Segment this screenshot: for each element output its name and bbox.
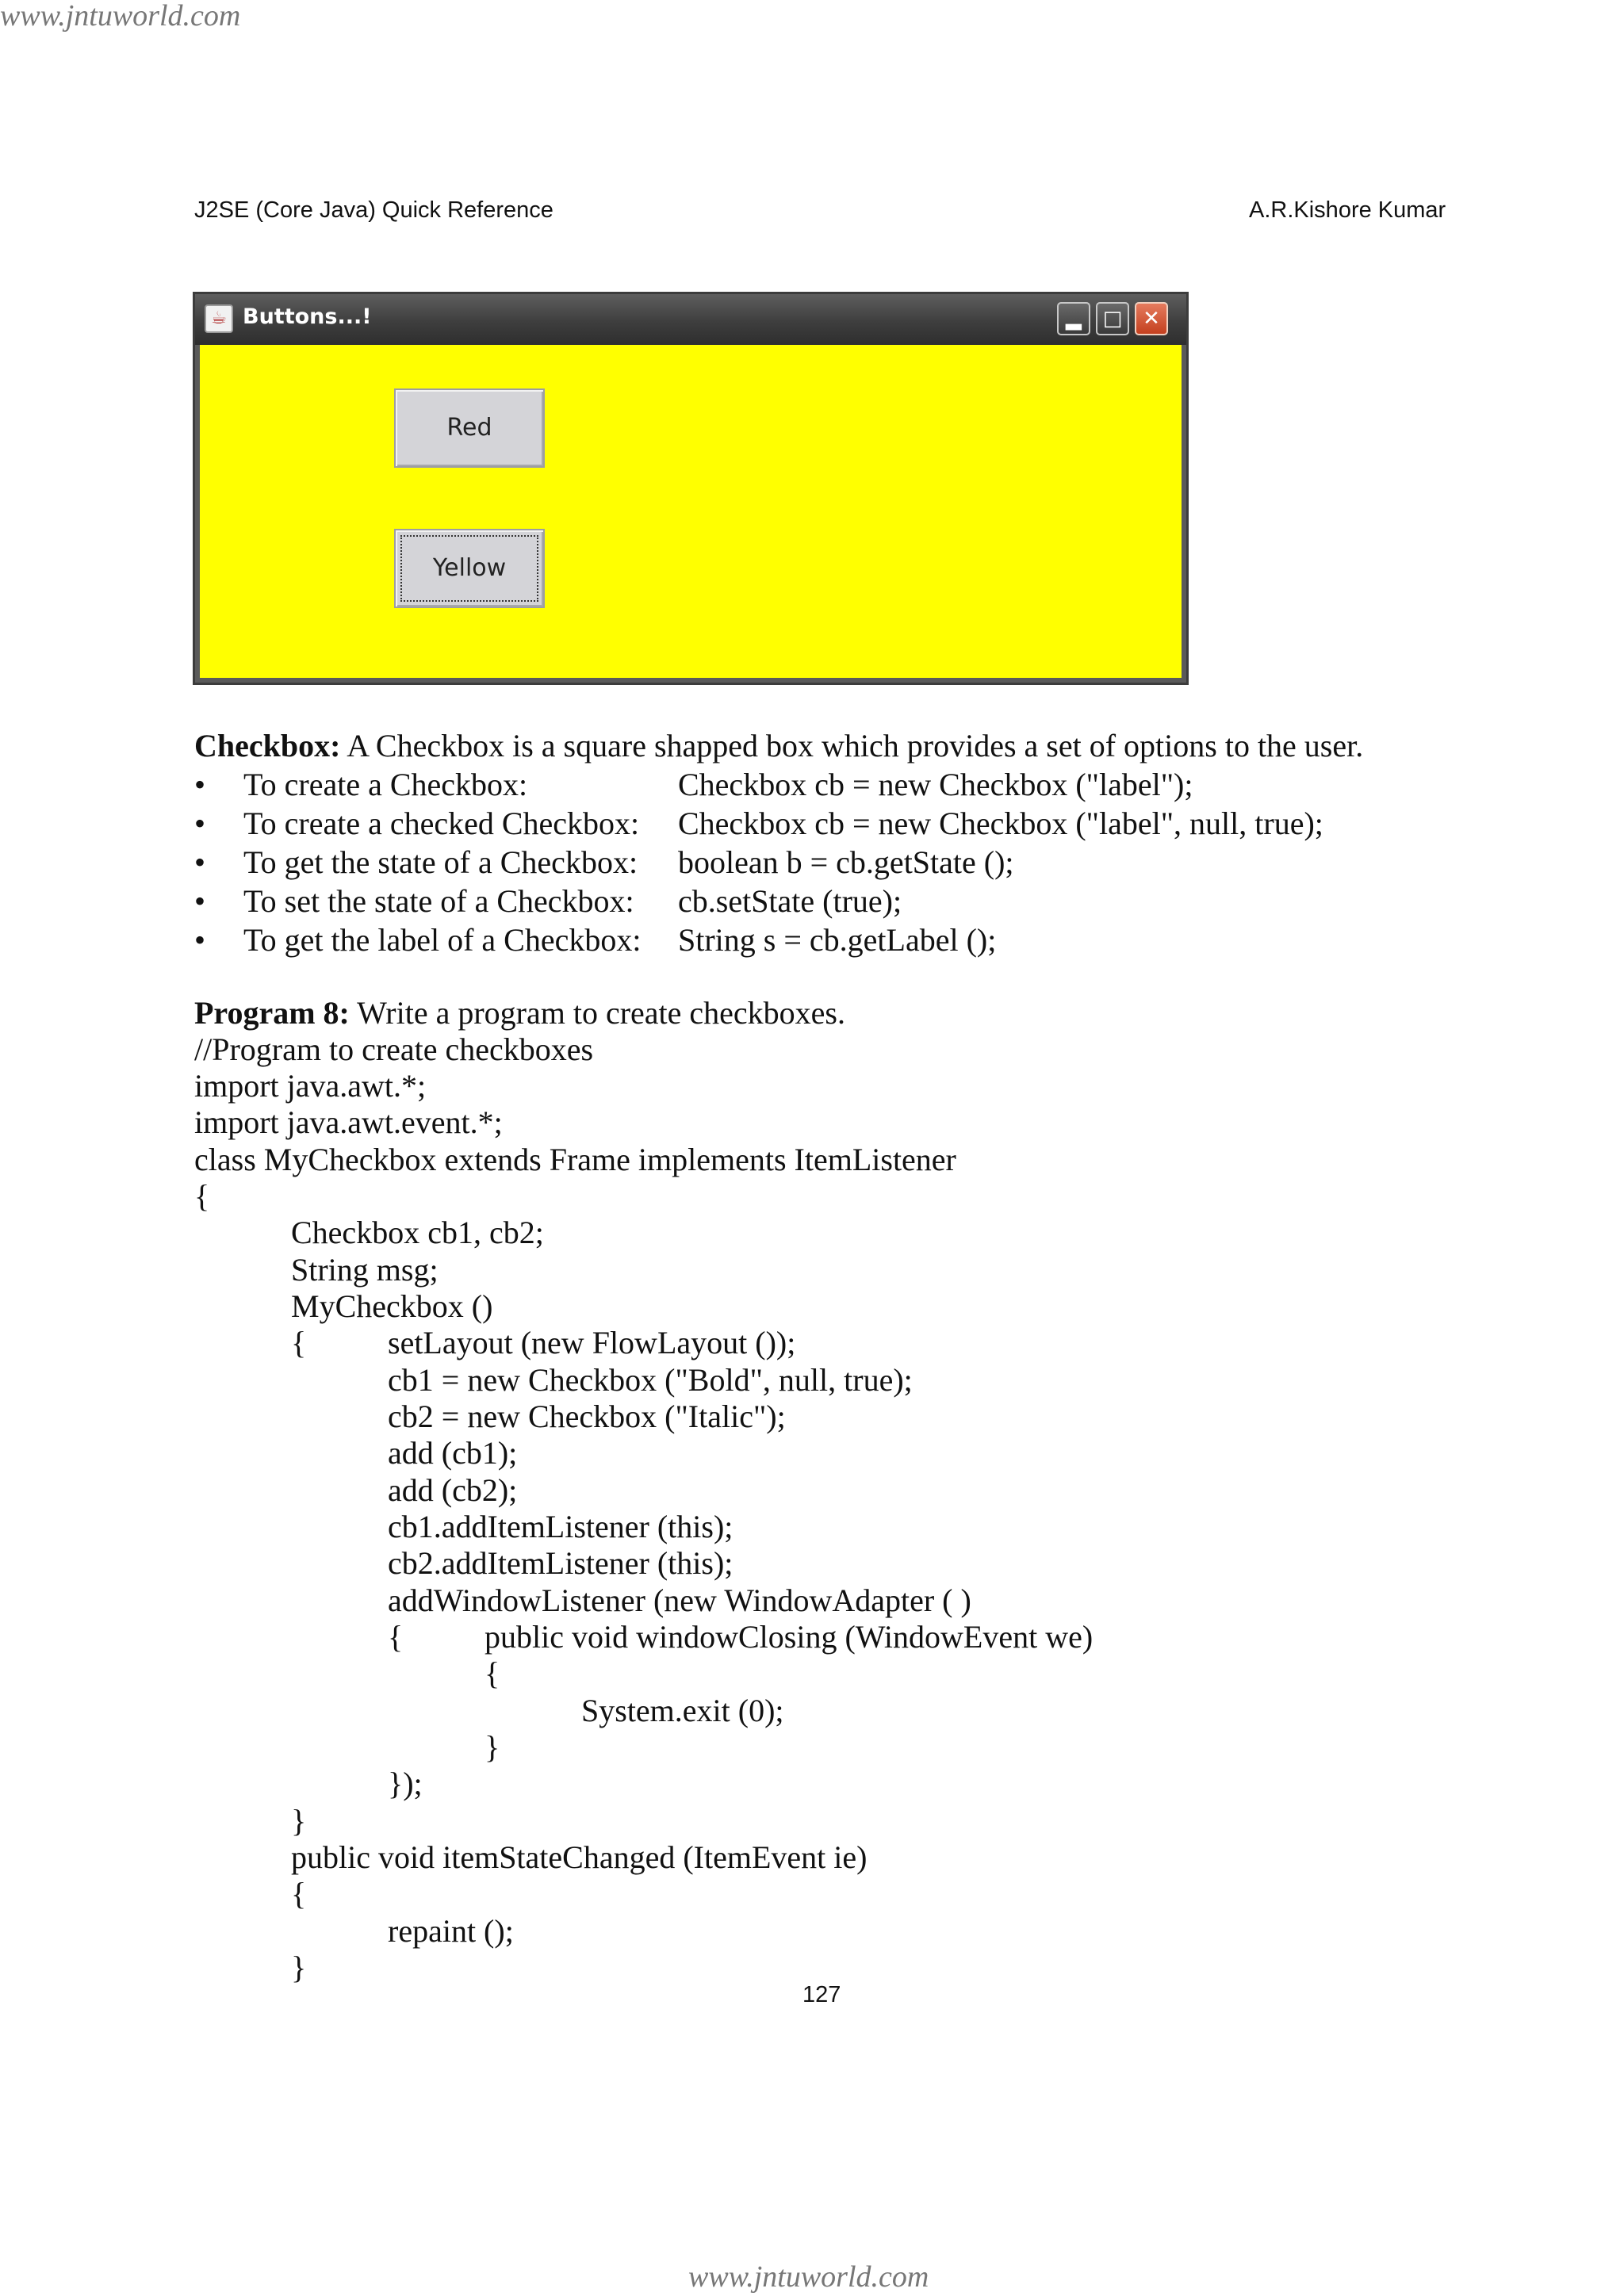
- code-line: String msg;: [291, 1252, 439, 1288]
- close-icon: ✕: [1143, 307, 1160, 331]
- code-line: add (cb1);: [388, 1435, 518, 1471]
- list-item: [194, 767, 205, 803]
- maximize-button[interactable]: [1096, 302, 1129, 335]
- close-button[interactable]: [1135, 302, 1168, 335]
- code-line: }: [291, 1803, 307, 1839]
- code-line: addWindowListener (new WindowAdapter ( ): [388, 1582, 971, 1618]
- code-line: cb2 = new Checkbox ("Italic");: [388, 1399, 786, 1434]
- code-line: {: [291, 1876, 307, 1911]
- item-code: boolean b = cb.getState ();: [678, 844, 1014, 880]
- code-line: }: [485, 1729, 500, 1765]
- program-title: Write a program to create checkboxes.: [349, 995, 845, 1031]
- code-line: import java.awt.*;: [194, 1068, 427, 1104]
- code-line: System.exit (0);: [581, 1693, 784, 1728]
- code-line: class MyCheckbox extends Frame implements ItemListener: [194, 1142, 956, 1177]
- code-line: {: [194, 1178, 210, 1214]
- watermark-top: www.jntuworld.com: [0, 0, 241, 33]
- bullet-icon: •: [194, 844, 206, 880]
- code-line: import java.awt.event.*;: [194, 1104, 503, 1140]
- bullet-icon: •: [194, 806, 206, 841]
- code-line: setLayout (new FlowLayout ());: [388, 1325, 796, 1360]
- list-item: [194, 844, 205, 881]
- program-heading: Program 8:: [194, 995, 350, 1031]
- checkbox-heading: Checkbox:: [194, 728, 341, 763]
- item-code: Checkbox cb = new Checkbox ("label", null, true);: [678, 806, 1323, 841]
- java-icon: ☕: [205, 304, 233, 333]
- item-label: To set the state of a Checkbox:: [243, 883, 634, 919]
- window-title: Buttons...!: [243, 304, 372, 329]
- bullet-icon: •: [194, 883, 206, 919]
- code-line: public void itemStateChanged (ItemEvent ie): [291, 1839, 868, 1875]
- item-label: To get the label of a Checkbox:: [243, 922, 642, 958]
- item-label: To create a checked Checkbox:: [243, 806, 640, 841]
- code-line: {: [388, 1619, 404, 1655]
- code-line: {: [485, 1655, 500, 1691]
- bullet-icon: •: [194, 922, 206, 958]
- bullet-icon: •: [194, 767, 206, 802]
- yellow-button[interactable]: [394, 529, 545, 608]
- header-right: A.R.Kishore Kumar: [1249, 197, 1446, 223]
- minimize-icon: ▂: [1066, 307, 1082, 331]
- code-line: repaint ();: [388, 1913, 514, 1949]
- code-line: Checkbox cb1, cb2;: [291, 1215, 544, 1250]
- checkbox-description: A Checkbox is a square shapped box which provides a set of options to the user.: [340, 728, 1364, 763]
- window-titlebar[interactable]: [195, 294, 1186, 345]
- list-item: [194, 922, 205, 959]
- maximize-icon: □: [1102, 307, 1123, 331]
- code-line: });: [388, 1766, 423, 1801]
- code-line: MyCheckbox (): [291, 1288, 493, 1324]
- red-button[interactable]: Red: [394, 388, 545, 468]
- item-code: Checkbox cb = new Checkbox ("label");: [678, 767, 1193, 802]
- minimize-button[interactable]: [1057, 302, 1090, 335]
- item-label: To create a Checkbox:: [243, 767, 528, 802]
- code-line: }: [291, 1950, 307, 1985]
- code-line: public void windowClosing (WindowEvent we): [485, 1619, 1094, 1655]
- code-line: cb1 = new Checkbox ("Bold", null, true);: [388, 1362, 913, 1398]
- code-line: add (cb2);: [388, 1472, 518, 1508]
- header-left: J2SE (Core Java) Quick Reference: [194, 197, 553, 223]
- item-label: To get the state of a Checkbox:: [243, 844, 638, 880]
- code-line: {: [291, 1325, 307, 1360]
- focus-ring: [400, 535, 538, 602]
- item-code: cb.setState (true);: [678, 883, 902, 919]
- code-line: cb2.addItemListener (this);: [388, 1545, 733, 1581]
- page-number: 127: [802, 1982, 841, 2007]
- code-line: //Program to create checkboxes: [194, 1031, 594, 1067]
- watermark-bottom: www.jntuworld.com: [688, 2260, 929, 2294]
- list-item: [194, 806, 205, 842]
- code-line: cb1.addItemListener (this);: [388, 1509, 733, 1544]
- list-item: [194, 883, 205, 920]
- window-content-area: [200, 345, 1182, 678]
- app-window: [193, 292, 1189, 685]
- checkbox-intro: [194, 728, 1363, 764]
- item-code: String s = cb.getLabel ();: [678, 922, 997, 958]
- program-heading-line: [194, 995, 845, 1031]
- yellow-button-label: Yellow: [432, 554, 507, 582]
